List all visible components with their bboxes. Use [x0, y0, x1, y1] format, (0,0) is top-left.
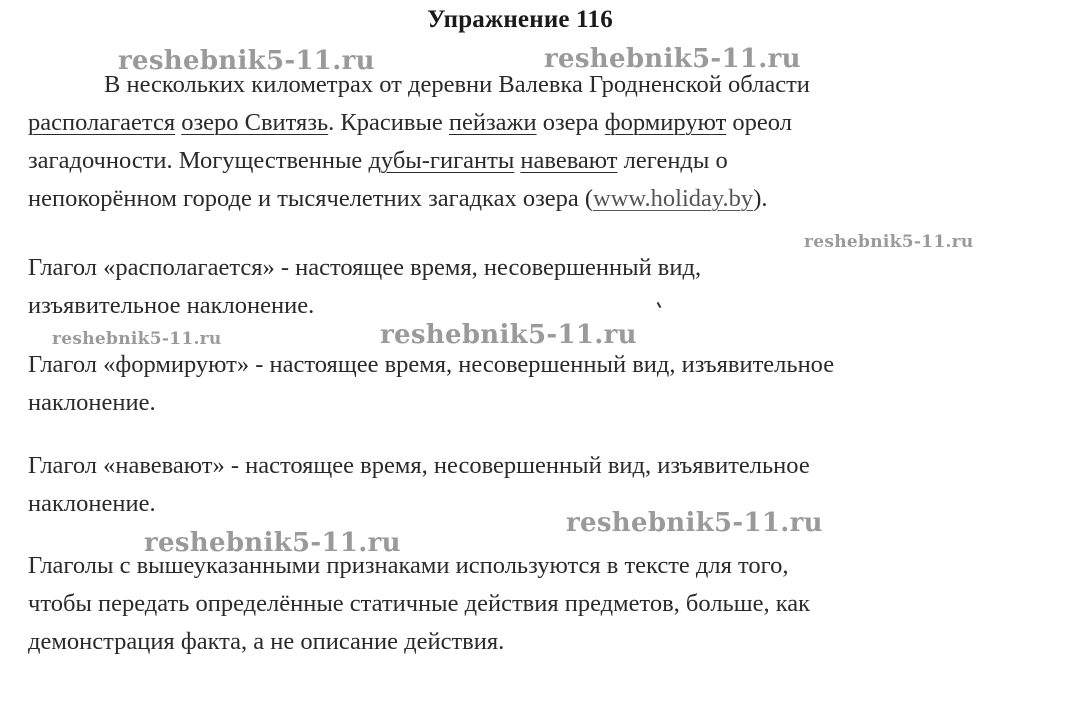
text-fragment: непокорённом городе и тысячелетних загадках озера ( [28, 185, 594, 212]
underlined-word: формируют [604, 109, 727, 136]
watermark: reshebnik5-11.ru [380, 320, 637, 350]
text-fragment: ). [753, 185, 768, 212]
analysis-line: изъявительное наклонение. [28, 292, 315, 319]
conclusion-line: чтобы передать определённые статичные действия предметов, больше, как [28, 590, 811, 617]
source-text-paragraph [28, 66, 1028, 218]
underlined-word: пейзажи [448, 109, 537, 136]
watermark: reshebnik5-11.ru [52, 329, 222, 349]
analysis-paragraph-1 [28, 249, 1028, 325]
underlined-word: навевают [520, 147, 618, 174]
analysis-line: Глагол «располагается» - настоящее время, несовершенный вид, [28, 254, 702, 281]
watermark: reshebnik5-11.ru [566, 508, 823, 538]
text-fragment: легенды о [617, 147, 728, 174]
underlined-word: озеро Свитязь [181, 109, 329, 136]
text-fragment: загадочности. Могущественные [28, 147, 369, 174]
analysis-line: Глагол «формируют» - настоящее время, несовершенный вид, изъявительное [28, 351, 835, 378]
watermark: reshebnik5-11.ru [804, 232, 974, 252]
conclusion-line: демонстрация факта, а не описание действия. [28, 628, 505, 655]
watermark: reshebnik5-11.ru [144, 528, 401, 558]
source-link[interactable]: www.holiday.by [593, 185, 754, 212]
analysis-paragraph-3 [28, 447, 1028, 523]
conclusion-paragraph [28, 547, 1028, 661]
conclusion-line: Глаголы с вышеуказанными признаками используются в тексте для того, [28, 552, 789, 579]
analysis-line: наклонение. [28, 490, 156, 517]
text-fragment: . Красивые [328, 109, 449, 136]
analysis-paragraph-2 [28, 346, 1028, 422]
analysis-line: Глагол «навевают» - настоящее время, несовершенный вид, изъявительное [28, 452, 810, 479]
source-text-line: В нескольких километрах от деревни Валевка Гродненской области [104, 71, 810, 98]
underlined-word: дубы-гиганты [368, 147, 515, 174]
text-fragment: ореол [726, 109, 792, 136]
analysis-line: наклонение. [28, 389, 156, 416]
text-fragment: озера [536, 109, 605, 136]
underlined-word: располагается [28, 109, 176, 136]
watermark: reshebnik5-11.ru [544, 44, 801, 74]
watermark: reshebnik5-11.ru [118, 46, 375, 76]
exercise-title: Упражнение 116 [427, 6, 613, 33]
